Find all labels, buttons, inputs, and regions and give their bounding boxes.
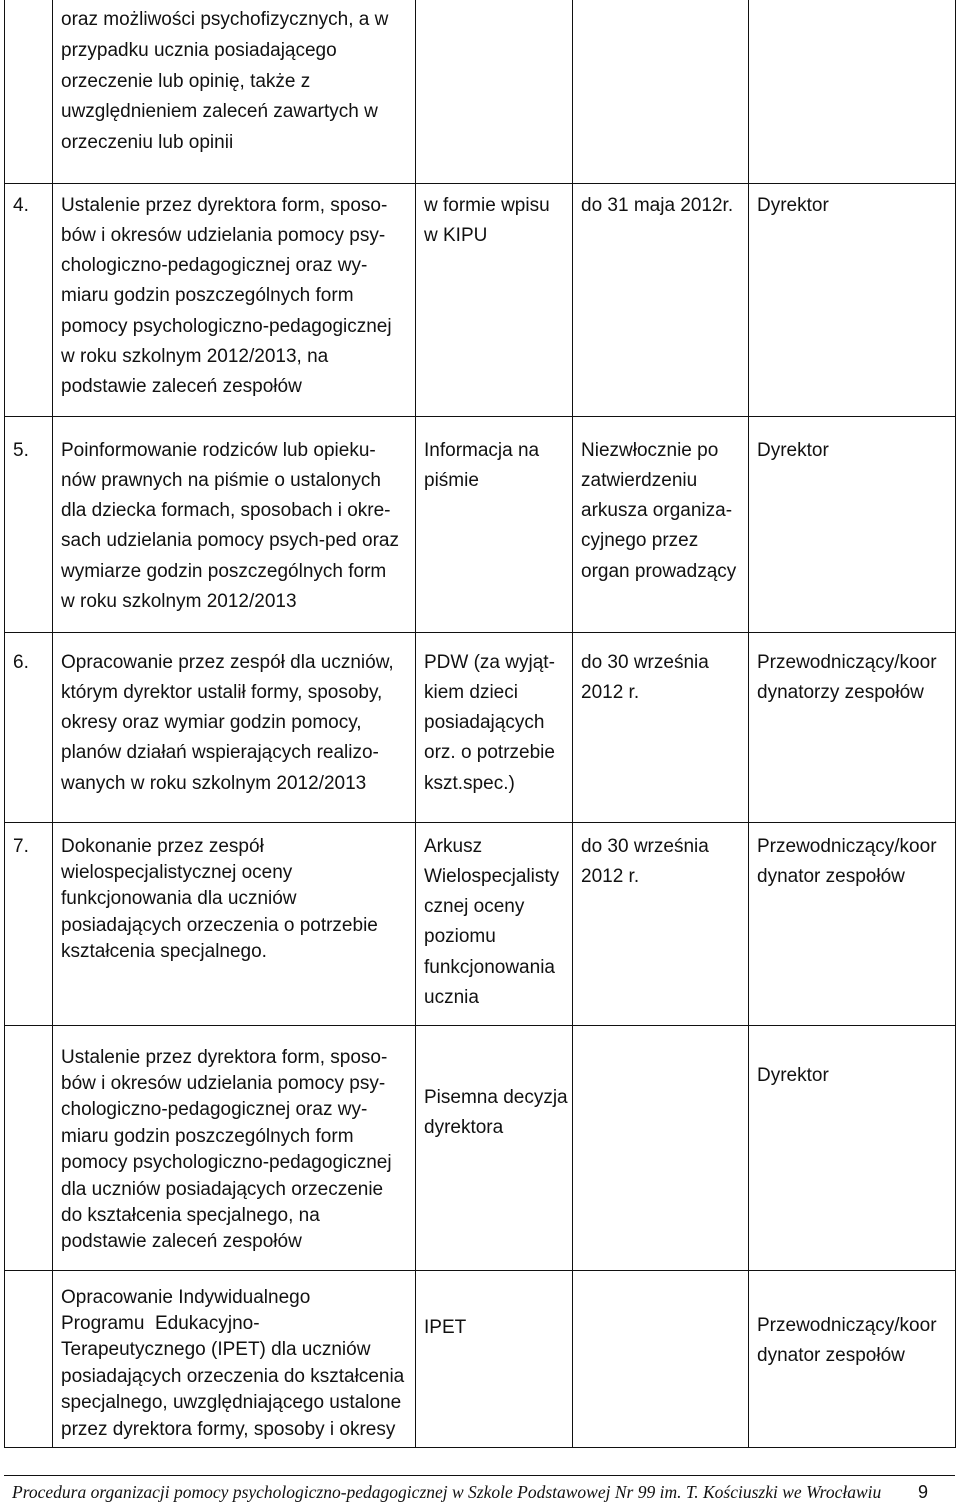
table-row xyxy=(5,416,956,632)
table-row xyxy=(5,1025,956,1270)
responsible-person-cell: Dyrektor xyxy=(749,183,956,416)
task-description-cell: Dokonanie przez zespół wielospecjalistycznej oceny funkcjonowania dla uczniów posiadających orzeczenia o potrzebie kształcenia specjalnego. xyxy=(53,822,416,1025)
responsible-person-cell: Przewodniczący/koor dynator zespołów xyxy=(749,1270,956,1447)
responsible-person-cell xyxy=(749,0,956,183)
table-row xyxy=(5,0,956,183)
deadline-cell: Niezwłocznie po zatwierdzeniu arkusza organiza- cyjnego przez organ prowadzący xyxy=(573,416,749,632)
implementation-form-cell: PDW (za wyjąt- kiem dzieci posiadających orz. o potrzebie kszt.spec.) xyxy=(416,632,573,822)
task-description-cell: Ustalenie przez dyrektora form, sposo- bów i okresów udzielania pomocy psy- chologiczno-pedagogicznej oraz wy- miaru godzin poszczególnych form pomocy psychologiczno-pedagogicznej dla uczniów posiadających orzeczenie do kształcenia specjalnego, na podstawie zaleceń zespołów xyxy=(53,1025,416,1270)
implementation-form-cell: w formie wpisu w KIPU xyxy=(416,183,573,416)
row-number-cell: 6. xyxy=(5,632,53,822)
implementation-form-cell: Arkusz Wielospecjalisty cznej oceny poziomu funkcjonowania ucznia xyxy=(416,822,573,1025)
task-description-cell: Opracowanie przez zespół dla uczniów, którym dyrektor ustalił formy, sposoby, okresy oraz wymiar godzin pomocy, planów działań wspierających realizo- wanych w roku szkolnym 2012/2013 xyxy=(53,632,416,822)
responsible-person-cell: Przewodniczący/koor dynatorzy zespołów xyxy=(749,632,956,822)
responsible-person-cell: Przewodniczący/koor dynator zespołów xyxy=(749,822,956,1025)
responsible-person-cell: Dyrektor xyxy=(749,1025,956,1270)
table-row xyxy=(5,632,956,822)
implementation-form-cell: Pisemna decyzja dyrektora xyxy=(416,1025,573,1270)
deadline-cell: do 30 września 2012 r. xyxy=(573,822,749,1025)
table-row xyxy=(5,822,956,1025)
row-number-cell xyxy=(5,0,53,183)
table-row xyxy=(5,183,956,416)
row-number-cell: 5. xyxy=(5,416,53,632)
deadline-cell xyxy=(573,1025,749,1270)
task-description-cell: Ustalenie przez dyrektora form, sposo- bów i okresów udzielania pomocy psy- chologiczno-pedagogicznej oraz wy- miaru godzin poszczególnych form pomocy psychologiczno-pedagogicznej w roku szkolnym 2012/2013, na podstawie zaleceń zespołów xyxy=(53,183,416,416)
table-row xyxy=(5,1270,956,1447)
responsible-person-cell: Dyrektor xyxy=(749,416,956,632)
deadline-cell: do 31 maja 2012r. xyxy=(573,183,749,416)
row-number-cell: 4. xyxy=(5,183,53,416)
procedure-table xyxy=(4,0,956,1448)
deadline-cell xyxy=(573,0,749,183)
task-description-cell: Poinformowanie rodziców lub opieku- nów prawnych na piśmie o ustalonych dla dziecka formach, sposobach i okre- sach udzielania pomocy psych-ped oraz wymiarze godzin poszczególnych form w roku szkolnym 2012/2013 xyxy=(53,416,416,632)
page-number: 9 xyxy=(918,1482,929,1502)
task-description-cell: oraz możliwości psychofizycznych, a w przypadku ucznia posiadającego orzeczenie lub opinię, także z uwzględnieniem zaleceń zawartych w orzeczeniu lub opinii xyxy=(53,0,416,183)
deadline-cell: do 30 września 2012 r. xyxy=(573,632,749,822)
deadline-cell xyxy=(573,1270,749,1447)
implementation-form-cell xyxy=(416,0,573,183)
row-number-cell: 7. xyxy=(5,822,53,1025)
footer-divider xyxy=(4,1475,955,1476)
implementation-form-cell: Informacja na piśmie xyxy=(416,416,573,632)
row-number-cell xyxy=(5,1270,53,1447)
task-description-cell: Opracowanie Indywidualnego Programu Edukacyjno- Terapeutycznego (IPET) dla uczniów posiadających orzeczenia do kształcenia specjalnego, uwzględniającego ustalone przez dyrektora formy, sposoby i okresy xyxy=(53,1270,416,1447)
footer-title: Procedura organizacji pomocy psychologiczno-pedagogicznej w Szkole Podstawowej Nr 99 im. T. Kościuszki we Wrocławiu xyxy=(12,1482,882,1502)
row-number-cell xyxy=(5,1025,53,1270)
implementation-form-cell: IPET xyxy=(416,1270,573,1447)
